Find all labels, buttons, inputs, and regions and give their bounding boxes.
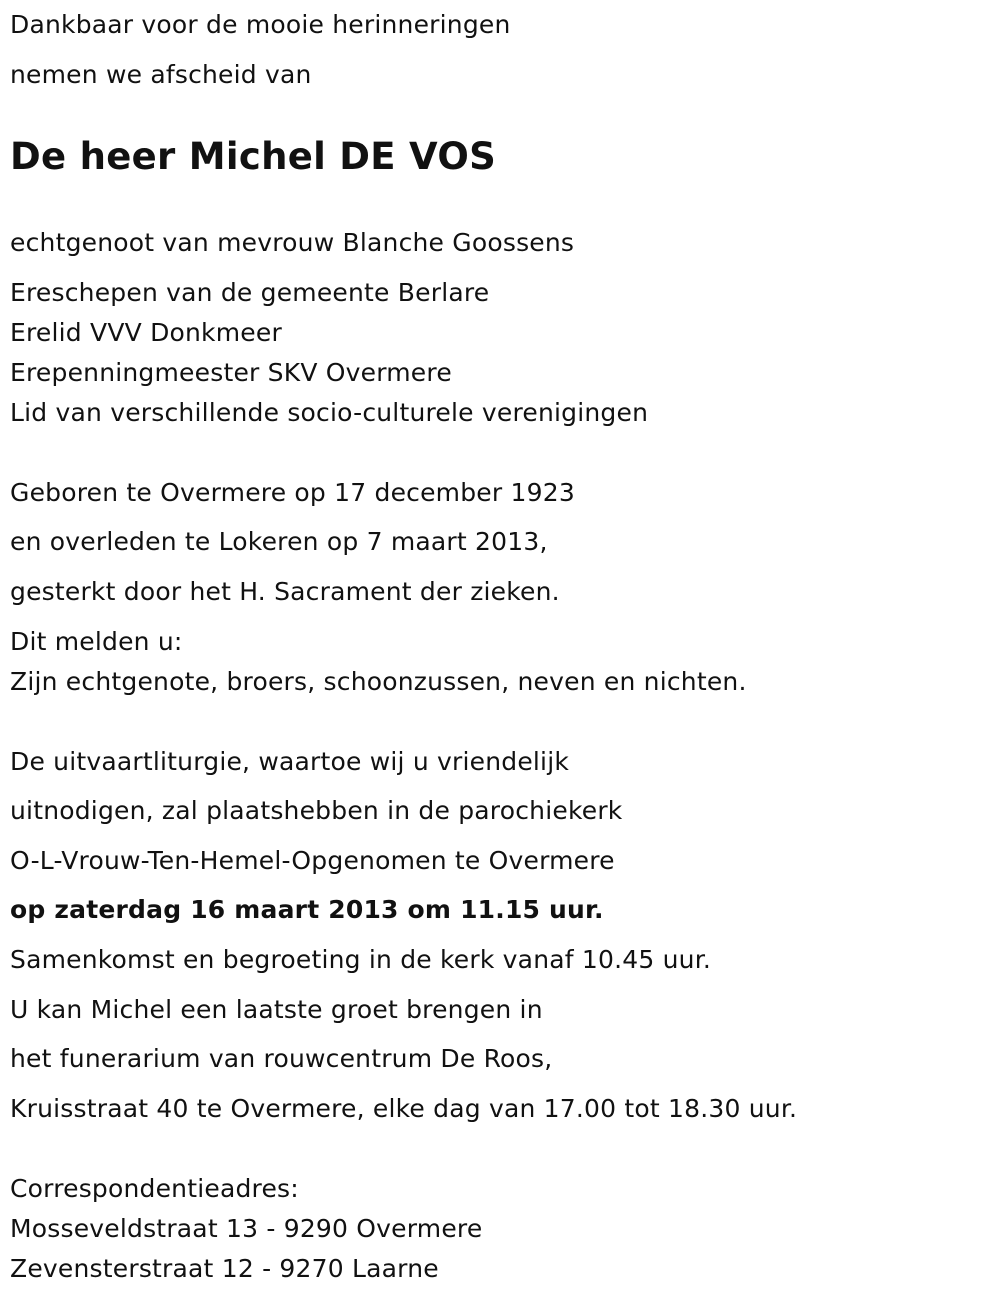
correspondence-address: Mosseveldstraat 13 - 9290 Overmere xyxy=(10,1214,483,1243)
honorary-title: Ereschepen van de gemeente Berlare xyxy=(10,278,490,307)
birth-line: Geboren te Overmere op 17 december 1923 xyxy=(10,478,575,507)
gathering-line: Samenkomst en begroeting in de kerk vanaf 10.45 uur. xyxy=(10,945,712,974)
intro-line-2: nemen we afscheid van xyxy=(10,60,312,89)
announcers-family: Zijn echtgenote, broers, schoonzussen, neven en nichten. xyxy=(10,667,747,696)
farewell-line-2: het funerarium van rouwcentrum De Roos, xyxy=(10,1044,553,1073)
funeral-date: op zaterdag 16 maart 2013 om 11.15 uur. xyxy=(10,895,604,924)
correspondence-address: Zevensterstraat 12 - 9270 Laarne xyxy=(10,1254,439,1283)
honorary-title: Erelid VVV Donkmeer xyxy=(10,318,282,347)
farewell-line-3: Kruisstraat 40 te Overmere, elke dag van 17.00 tot 18.30 uur. xyxy=(10,1094,798,1123)
honorary-title: Erepenningmeester SKV Overmere xyxy=(10,358,452,387)
funeral-line-3: O-L-Vrouw-Ten-Hemel-Opgenomen te Overmere xyxy=(10,846,615,875)
deceased-name: De heer Michel DE VOS xyxy=(10,135,497,178)
correspondence-label: Correspondentieadres: xyxy=(10,1174,299,1203)
death-line: en overleden te Lokeren op 7 maart 2013, xyxy=(10,527,548,556)
funeral-line-1: De uitvaartliturgie, waartoe wij u vriendelijk xyxy=(10,747,570,776)
farewell-line-1: U kan Michel een laatste groet brengen in xyxy=(10,995,543,1024)
spouse-line: echtgenoot van mevrouw Blanche Goossens xyxy=(10,228,575,257)
honorary-title: Lid van verschillende socio-culturele verenigingen xyxy=(10,398,649,427)
funeral-line-2: uitnodigen, zal plaatshebben in de parochiekerk xyxy=(10,796,623,825)
sacrament-line: gesterkt door het H. Sacrament der zieken. xyxy=(10,577,560,606)
announcers-intro: Dit melden u: xyxy=(10,627,183,656)
intro-line-1: Dankbaar voor de mooie herinneringen xyxy=(10,10,511,39)
